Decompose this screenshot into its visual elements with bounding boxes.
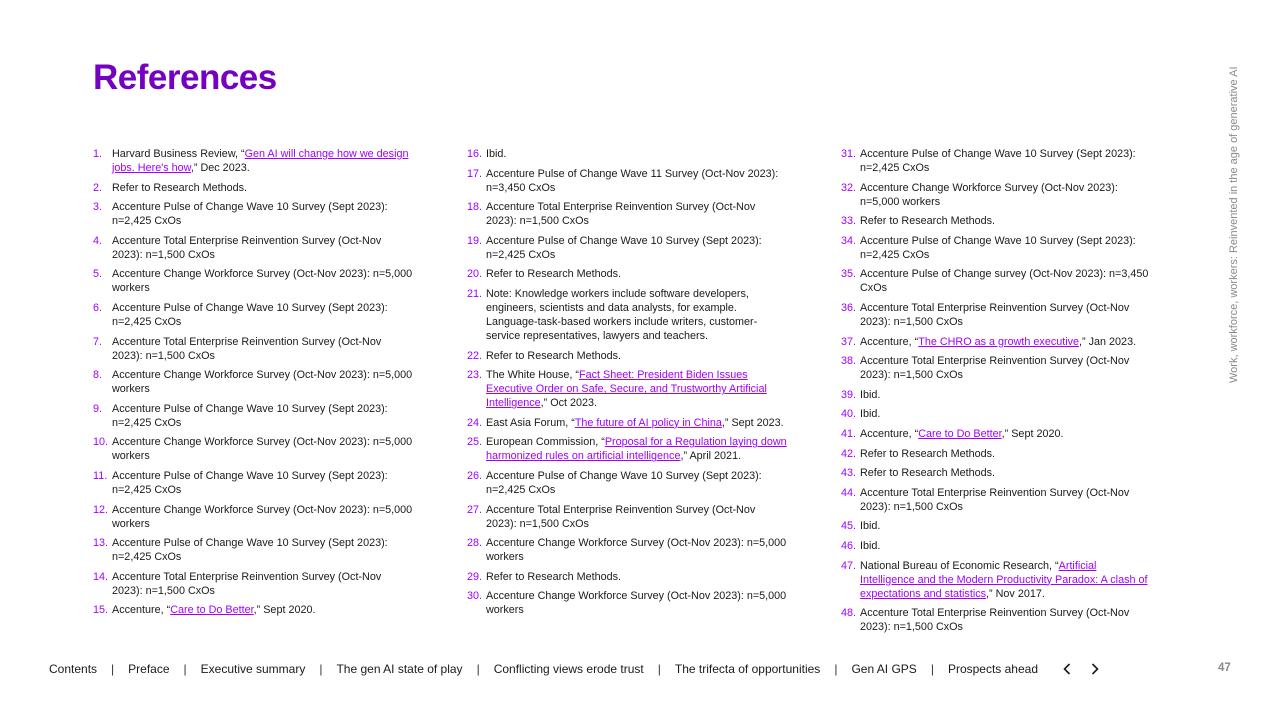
reference-text	[860, 560, 1148, 600]
reference-text-segment: Refer to Research Methods.	[486, 268, 622, 281]
reference-number: 24.	[467, 416, 483, 429]
reference-text-segment: Refer to Research Methods.	[486, 349, 622, 362]
reference-number: 9.	[93, 402, 103, 415]
reference-number: 14.	[93, 570, 109, 583]
reference-number: 27.	[467, 503, 483, 516]
reference-text	[112, 148, 408, 174]
reference-item	[93, 335, 413, 363]
reference-number: 37.	[841, 335, 857, 348]
reference-link[interactable]: Proposal for a Regulation laying down harmonized rules on artificial intelligence	[486, 436, 787, 463]
nav-separator: |	[111, 662, 115, 676]
reference-item	[93, 234, 413, 262]
reference-text	[860, 215, 995, 227]
reference-number: 26.	[467, 469, 483, 482]
reference-text	[860, 487, 1129, 513]
reference-number: 4.	[93, 234, 103, 247]
reference-text	[486, 148, 506, 160]
reference-text-segment: ,” Sept 2023.	[721, 416, 784, 429]
reference-link[interactable]: Care to Do Better	[170, 604, 254, 617]
reference-number: 29.	[467, 570, 483, 583]
reference-text-segment: ,” April 2021.	[680, 450, 742, 463]
reference-text-segment: ,” Jan 2023.	[1079, 335, 1137, 348]
reference-text-segment: Harvard Business Review, “	[112, 148, 245, 160]
reference-number: 44.	[841, 486, 857, 499]
reference-text-segment: Accenture Change Workforce Survey (Oct-Nov 2023): n=5,000 workers	[486, 590, 787, 617]
reference-number: 5.	[93, 268, 103, 281]
reference-item	[841, 447, 1151, 461]
nav-separator: |	[930, 662, 934, 676]
reference-text-segment: Accenture Total Enterprise Reinvention Survey (Oct-Nov 2023): n=1,500 CxOs	[860, 355, 1130, 382]
reference-item	[93, 570, 413, 598]
reference-number: 12.	[93, 503, 109, 516]
reference-text	[112, 470, 388, 496]
reference-item	[841, 606, 1151, 634]
reference-number: 3.	[93, 201, 103, 214]
reference-text	[486, 168, 778, 194]
reference-text-segment: Accenture Pulse of Change Wave 10 Survey (Sept 2023): n=2,425 CxOs	[112, 301, 388, 328]
nav-link-preface[interactable]: Preface	[128, 662, 170, 676]
nav-separator: |	[183, 662, 187, 676]
reference-item	[841, 301, 1151, 329]
nav-link-executive-summary[interactable]: Executive summary	[200, 662, 306, 676]
reference-number: 31.	[841, 148, 857, 160]
reference-item	[93, 181, 413, 195]
reference-text-segment: Accenture Change Workforce Survey (Oct-Nov 2023): n=5,000 workers	[112, 268, 413, 295]
reference-text	[486, 436, 787, 462]
reference-number: 17.	[467, 167, 483, 180]
reference-text-segment: East Asia Forum, “	[486, 416, 575, 429]
nav-separator: |	[657, 662, 661, 676]
reference-text-segment: European Commission, “	[486, 436, 605, 449]
reference-text-segment: Accenture Total Enterprise Reinvention Survey (Oct-Nov 2023): n=1,500 CxOs	[860, 607, 1130, 634]
reference-link[interactable]: Fact Sheet: President Biden Issues Executive Order on Safe, Secure, and Trustworthy Artificial Intelligence	[486, 369, 767, 410]
reference-text	[112, 436, 412, 462]
reference-text-segment: Refer to Research Methods.	[486, 570, 622, 583]
reference-number: 45.	[841, 520, 857, 533]
reference-text	[486, 369, 767, 409]
reference-text-segment: Accenture, “	[860, 427, 919, 440]
references-column-1	[93, 147, 413, 623]
reference-text	[112, 403, 388, 429]
reference-link[interactable]: The CHRO as a growth executive	[918, 335, 1080, 348]
reference-item	[93, 503, 413, 531]
reference-text	[486, 470, 762, 496]
reference-text-segment: Accenture Total Enterprise Reinvention Survey (Oct-Nov 2023): n=1,500 CxOs	[112, 570, 382, 597]
reference-item	[467, 234, 787, 262]
reference-text	[860, 428, 1063, 440]
reference-number: 7.	[93, 335, 103, 348]
reference-text	[112, 201, 388, 227]
reference-text-segment: Accenture, “	[112, 604, 171, 617]
reference-text-segment: Accenture Pulse of Change Wave 10 Survey (Sept 2023): n=2,425 CxOs	[112, 537, 388, 564]
reference-text-segment: Ibid.	[860, 408, 881, 421]
reference-item	[467, 536, 787, 564]
reference-text	[860, 520, 880, 532]
reference-text-segment: ,” Sept 2020.	[1001, 427, 1064, 440]
reference-number: 32.	[841, 181, 857, 194]
reference-number: 18.	[467, 201, 483, 214]
reference-text-segment: Accenture Total Enterprise Reinvention Survey (Oct-Nov 2023): n=1,500 CxOs	[112, 234, 382, 261]
reference-link[interactable]: Artificial Intelligence and the Modern Productivity Paradox: A clash of expectations and statistics	[860, 559, 1148, 600]
reference-number: 47.	[841, 559, 857, 572]
reference-text-segment: Accenture Change Workforce Survey (Oct-Nov 2023): n=5,000 workers	[112, 369, 413, 396]
reference-item	[841, 539, 1151, 553]
reference-number: 23.	[467, 369, 483, 382]
reference-text	[860, 148, 1136, 174]
reference-text	[112, 302, 388, 328]
reference-item	[467, 287, 787, 343]
reference-number: 10.	[93, 436, 109, 449]
reference-text	[860, 336, 1136, 348]
reference-text	[860, 408, 880, 420]
reference-item	[93, 200, 413, 228]
reference-link[interactable]: Gen AI will change how we design jobs. Here's how	[112, 148, 409, 174]
page-number: 47	[1218, 662, 1231, 674]
nav-link-the-trifecta-of-opportunities[interactable]: The trifecta of opportunities	[674, 662, 821, 676]
reference-list	[841, 147, 1151, 634]
reference-number: 8.	[93, 369, 103, 382]
chevron-right-icon[interactable]	[1088, 660, 1102, 678]
reference-number: 46.	[841, 539, 857, 552]
reference-text-segment: ,” Oct 2023.	[540, 397, 598, 410]
reference-text-segment: Accenture Pulse of Change Wave 10 Survey (Sept 2023): n=2,425 CxOs	[112, 469, 388, 496]
reference-item	[467, 267, 787, 281]
reference-item	[93, 147, 413, 175]
reference-item	[841, 335, 1151, 349]
reference-text	[860, 355, 1129, 381]
reference-text-segment: Accenture Pulse of Change Wave 10 Survey (Sept 2023): n=2,425 CxOs	[112, 201, 388, 228]
reference-text-segment: Accenture Change Workforce Survey (Oct-Nov 2023): n=5,000 workers	[860, 181, 1118, 208]
reference-text	[112, 604, 315, 616]
reference-item	[93, 368, 413, 396]
reference-text	[112, 537, 388, 563]
reference-text	[486, 235, 762, 261]
reference-item	[93, 435, 413, 463]
reference-text	[860, 389, 880, 401]
reference-text-segment: National Bureau of Economic Research, “	[860, 559, 1059, 572]
reference-item	[93, 469, 413, 497]
reference-text	[486, 504, 755, 530]
reference-text	[112, 268, 412, 294]
reference-text	[486, 350, 621, 362]
reference-number: 1.	[93, 148, 103, 160]
nav-link-conflicting-views-erode-trust[interactable]: Conflicting views erode trust	[493, 662, 644, 676]
nav-separator: |	[834, 662, 838, 676]
reference-text-segment: Note: Knowledge workers include software developers, engineers, scientists and data analysts, for example. Language-task-based workers include writers, customer-service representatives, lawyers and teachers.	[486, 287, 758, 342]
reference-link[interactable]: Care to Do Better	[918, 427, 1002, 440]
reference-text	[112, 369, 412, 395]
reference-item	[841, 466, 1151, 480]
reference-text-segment: ,” Sept 2020.	[253, 604, 316, 617]
reference-number: 39.	[841, 388, 857, 401]
reference-text	[860, 302, 1129, 328]
reference-text-segment: Accenture Change Workforce Survey (Oct-Nov 2023): n=5,000 workers	[112, 503, 413, 530]
reference-text-segment: Accenture, “	[860, 335, 919, 348]
reference-item	[467, 503, 787, 531]
reference-text-segment: Refer to Research Methods.	[112, 181, 248, 194]
reference-text	[112, 182, 247, 194]
reference-text-segment: Accenture Total Enterprise Reinvention Survey (Oct-Nov 2023): n=1,500 CxOs	[860, 486, 1130, 513]
reference-text	[486, 571, 621, 583]
reference-item	[93, 301, 413, 329]
reference-number: 19.	[467, 234, 483, 247]
nav-link-prospects-ahead[interactable]: Prospects ahead	[947, 662, 1038, 676]
reference-list	[467, 147, 787, 617]
reference-text	[860, 607, 1129, 633]
reference-text-segment: Accenture Pulse of Change Wave 10 Survey (Sept 2023): n=2,425 CxOs	[860, 234, 1136, 261]
reference-text-segment: Accenture Pulse of Change Wave 10 Survey (Sept 2023): n=2,425 CxOs	[112, 402, 388, 429]
reference-item	[841, 427, 1151, 441]
reference-text	[860, 467, 995, 479]
reference-text-segment: Ibid.	[860, 539, 881, 552]
reference-text	[860, 540, 880, 552]
reference-number: 34.	[841, 234, 857, 247]
reference-list	[93, 147, 413, 617]
reference-item	[93, 402, 413, 430]
chevron-left-icon[interactable]	[1060, 660, 1074, 678]
reference-number: 13.	[93, 537, 109, 550]
nav-separator: |	[476, 662, 480, 676]
reference-text-segment: Accenture Total Enterprise Reinvention Survey (Oct-Nov 2023): n=1,500 CxOs	[112, 335, 382, 362]
reference-text-segment: Ibid.	[486, 148, 507, 160]
reference-text	[860, 448, 995, 460]
reference-text	[112, 235, 381, 261]
reference-text-segment: The White House, “	[486, 369, 580, 382]
reference-item	[467, 200, 787, 228]
reference-number: 33.	[841, 215, 857, 228]
nav-link-gen-ai-gps[interactable]: Gen AI GPS	[851, 662, 917, 676]
reference-number: 28.	[467, 537, 483, 550]
reference-text	[860, 235, 1136, 261]
reference-item	[841, 519, 1151, 533]
nav-link-the-gen-ai-state-of-play[interactable]: The gen AI state of play	[336, 662, 463, 676]
reference-item	[467, 349, 787, 363]
reference-text-segment: Accenture Pulse of Change Wave 10 Survey (Sept 2023): n=2,425 CxOs	[486, 469, 762, 496]
reference-text-segment: Accenture Total Enterprise Reinvention Survey (Oct-Nov 2023): n=1,500 CxOs	[486, 503, 756, 530]
reference-number: 16.	[467, 148, 483, 160]
reference-item	[93, 603, 413, 617]
reference-number: 43.	[841, 467, 857, 480]
reference-item	[467, 570, 787, 584]
reference-item	[841, 388, 1151, 402]
reference-text-segment: Ibid.	[860, 388, 881, 401]
reference-item	[841, 234, 1151, 262]
reference-item	[93, 536, 413, 564]
reference-number: 20.	[467, 268, 483, 281]
reference-number: 42.	[841, 447, 857, 460]
reference-item	[841, 354, 1151, 382]
reference-number: 36.	[841, 301, 857, 314]
reference-text	[112, 504, 412, 530]
reference-item	[841, 559, 1151, 601]
reference-item	[467, 368, 787, 410]
reference-text	[486, 288, 757, 342]
reference-item	[93, 267, 413, 295]
reference-text-segment: Accenture Change Workforce Survey (Oct-Nov 2023): n=5,000 workers	[486, 537, 787, 564]
references-column-3	[841, 147, 1151, 640]
page-arrows	[1060, 660, 1102, 678]
references-column-2	[467, 147, 787, 623]
reference-item	[467, 167, 787, 195]
reference-text-segment: ,” Dec 2023.	[190, 162, 250, 174]
reference-item	[841, 147, 1151, 175]
report-title-vertical: Work, workforce, workers: Reinvented in the age of generative AI	[1228, 66, 1240, 383]
reference-item	[467, 416, 787, 430]
reference-number: 35.	[841, 268, 857, 281]
reference-text	[486, 590, 786, 616]
reference-text	[112, 571, 381, 597]
reference-number: 30.	[467, 590, 483, 603]
reference-text-segment: Refer to Research Methods.	[860, 447, 996, 460]
nav-separator: |	[319, 662, 323, 676]
reference-number: 11.	[93, 469, 108, 482]
reference-text-segment: Ibid.	[860, 520, 881, 533]
reference-text-segment: Accenture Pulse of Change Wave 10 Survey (Sept 2023): n=2,425 CxOs	[486, 234, 762, 261]
reference-number: 22.	[467, 349, 483, 362]
reference-number: 6.	[93, 301, 103, 314]
reference-number: 21.	[467, 287, 483, 300]
reference-item	[841, 407, 1151, 421]
reference-number: 40.	[841, 408, 857, 421]
footer-navigation	[49, 661, 1038, 677]
reference-text	[486, 201, 755, 227]
reference-text-segment: ,” Nov 2017.	[986, 587, 1045, 600]
reference-text-segment: Refer to Research Methods.	[860, 467, 996, 480]
reference-item	[467, 147, 787, 161]
reference-text	[486, 268, 621, 280]
reference-text	[860, 268, 1148, 294]
reference-text	[486, 537, 786, 563]
page-title: References	[93, 58, 277, 97]
reference-number: 38.	[841, 355, 857, 368]
reference-number: 48.	[841, 607, 857, 620]
reference-item	[467, 469, 787, 497]
reference-item	[467, 589, 787, 617]
reference-number: 41.	[841, 427, 857, 440]
reference-number: 2.	[93, 181, 103, 194]
reference-item	[841, 181, 1151, 209]
nav-link-contents[interactable]: Contents	[49, 662, 98, 676]
reference-link[interactable]: The future of AI policy in China	[574, 416, 722, 429]
reference-number: 25.	[467, 436, 483, 449]
reference-item	[467, 435, 787, 463]
reference-text-segment: Accenture Change Workforce Survey (Oct-Nov 2023): n=5,000 workers	[112, 436, 413, 463]
reference-text	[860, 182, 1118, 208]
reference-text-segment: Accenture Total Enterprise Reinvention Survey (Oct-Nov 2023): n=1,500 CxOs	[486, 201, 756, 228]
reference-text-segment: Refer to Research Methods.	[860, 215, 996, 228]
reference-item	[841, 267, 1151, 295]
reference-text-segment: Accenture Pulse of Change Wave 10 Survey (Sept 2023): n=2,425 CxOs	[860, 148, 1136, 174]
reference-text	[486, 417, 784, 429]
reference-number: 15.	[93, 604, 109, 617]
reference-item	[841, 486, 1151, 514]
reference-text-segment: Accenture Pulse of Change survey (Oct-Nov 2023): n=3,450 CxOs	[860, 268, 1149, 295]
reference-text	[112, 336, 381, 362]
reference-item	[841, 214, 1151, 228]
reference-text-segment: Accenture Total Enterprise Reinvention Survey (Oct-Nov 2023): n=1,500 CxOs	[860, 301, 1130, 328]
reference-text-segment: Accenture Pulse of Change Wave 11 Survey (Oct-Nov 2023): n=3,450 CxOs	[486, 167, 779, 194]
